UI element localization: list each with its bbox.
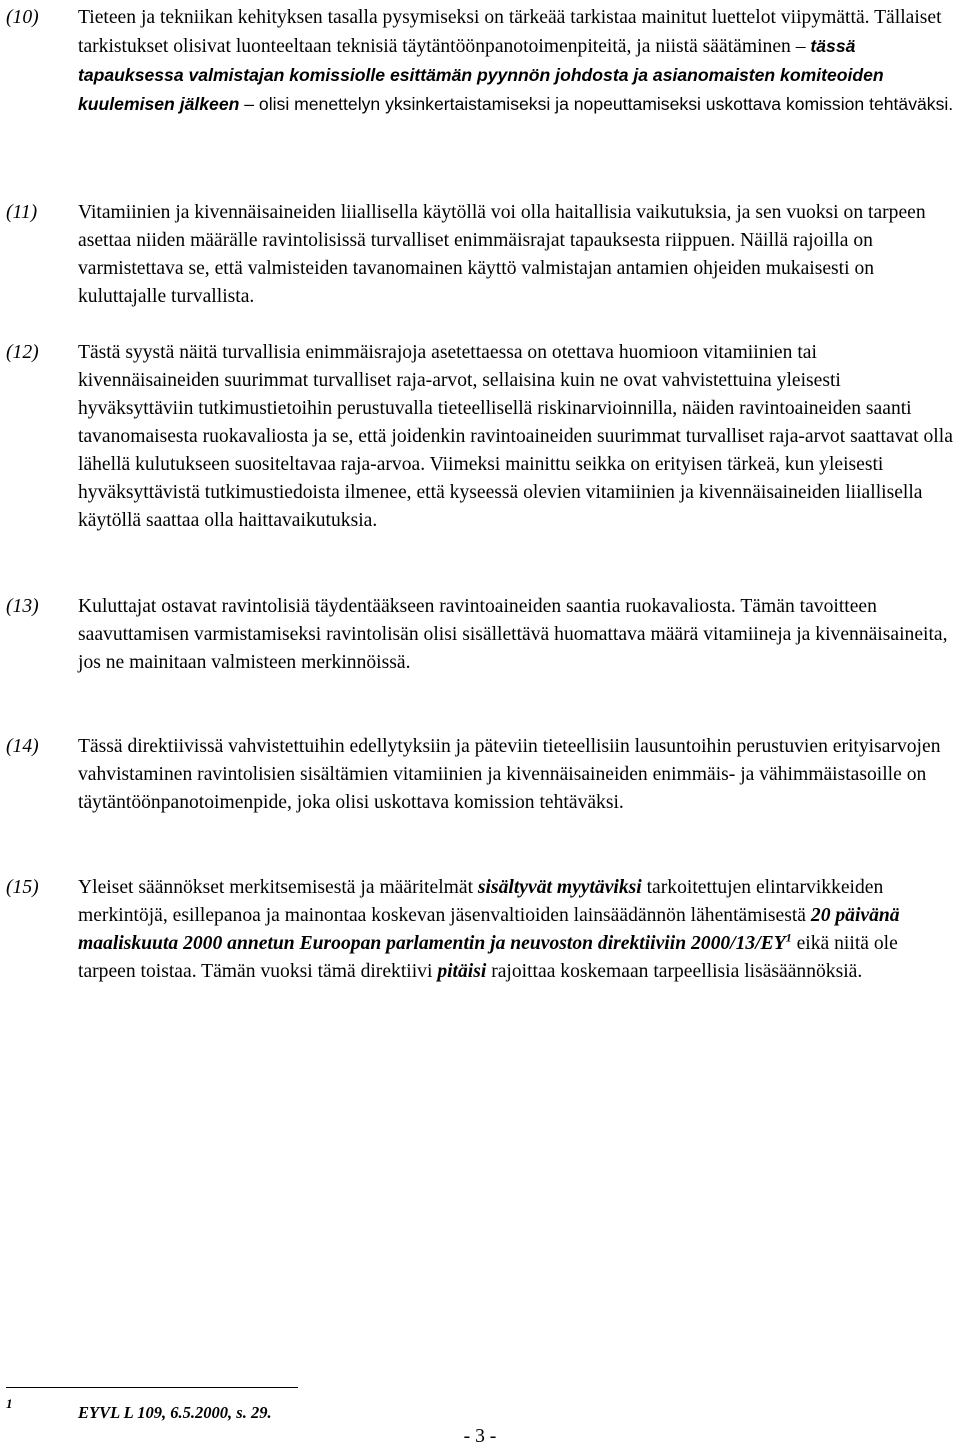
recital-emphasis: 20 päivänä maaliskuuta 2000 annetun Euroopan parlamentin ja neuvoston direktiiviin 2000/13/EY	[78, 905, 900, 954]
recital-text: Kuluttajat ostavat ravintolisiä täydentääkseen ravintoaineiden saantia ruokavaliosta. Tämän tavoitteen saavuttamisen varmistamiseksi ravintolisän olisi sisällettävä huomattava määrä vitamiineja ja kivennäisaineita, jos ne mainitaan valmisteen merkinnöissä.	[78, 596, 948, 673]
recital-text-part: Tieteen ja tekniikan kehityksen tasalla pysymiseksi on tärkeää tarkistaa mainitut luettelot viipymättä. Tällaiset tarkistukset olisivat luonteeltaan teknisiä täytäntöönpanotoimenpiteitä, ja niistä säätäminen –	[78, 7, 942, 57]
recital-text: Tässä direktiivissä vahvistettuihin edellytyksiin ja päteviin tieteellisiin lausuntoihin perustuvien erityisarvojen vahvistaminen ravintolisien sisältämien vitamiinien ja kivennäisaineiden enimmäis- ja vähimmäistasoille on täytäntöönpanotoimenpide, joka olisi uskottava komission tehtäväksi.	[78, 736, 941, 813]
recital-15	[0, 874, 960, 986]
recital-10	[0, 4, 960, 119]
recital-text-part: tarkoitettujen elintarvikkeiden merkintöjä, esillepanoa ja mainontaa koskevan jäsenvaltioiden lainsäädännön lähentämisestä	[78, 877, 884, 926]
recital-emphasis: sisältyvät myytäviksi	[477, 877, 642, 898]
recital-text-part: Yleiset säännökset merkitsemisestä ja määritelmät	[78, 877, 478, 898]
recital-text: Tästä syystä näitä turvallisia enimmäisrajoja asetettaessa on otettava huomioon vitamiinien tai kivennäisaineiden suurimmat turvalliset raja-arvot, sellaisina kuin ne ovat vahvistettuina yleisesti hyväksyttäviin tutkimustietoihin perustuvalla tieteellisellä riskinarvioinnilla, näiden ravintoaineiden saanti tavanomaisesta ruokavaliosta ja se, että joidenkin ravintoaineiden suurimmat turvalliset raja-arvot saattavat olla lähellä kulutukseen suositeltavaa raja-arvoa. Viimeksi mainittu seikka on erityisen tärkeä, kun yleisesti hyväksyttävistä tutkimustiedoista ilmenee, että kyseessä olevien vitamiinien ja kivennäisaineiden liiallisella käytöllä saattaa olla haittavaikutuksia.	[78, 342, 953, 531]
footnote-reference: 1	[785, 930, 792, 945]
footnote-text: EYVL L 109, 6.5.2000, s. 29.	[78, 1403, 272, 1422]
recital-text	[78, 874, 958, 986]
recital-13	[0, 593, 960, 677]
footnote-divider	[6, 1387, 298, 1388]
recital-text: Vitamiinien ja kivennäisaineiden liiallisella käytöllä voi olla haitallisia vaikutuksia, ja sen vuoksi on tarpeen asettaa niiden määrälle ravintolisissä turvalliset enimmäisrajat tapauksesta riippuen. Näillä rajoilla on varmistettava se, että valmisteiden tavanomainen käyttö valmistajan antamien ohjeiden mukaisesti on kuluttajalle turvallista.	[78, 202, 926, 307]
recital-text-part: eikä niitä ole tarpeen toistaa. Tämän vuoksi tämä direktiivi	[78, 933, 898, 982]
recital-number: (10)	[6, 7, 39, 28]
recital-text-part: rajoittaa koskemaan tarpeellisia lisäsäännöksiä.	[486, 961, 863, 982]
recital-emphasis: tässä tapauksessa valmistajan komissiolle esittämän pyynnön johdosta ja asianomaisten komiteoiden kuulemisen jälkeen	[78, 36, 884, 114]
page-number: - 3 -	[463, 1426, 497, 1447]
recital-12	[0, 339, 960, 535]
recital-14	[0, 733, 960, 817]
recital-11	[0, 199, 960, 311]
footnote-mark: 1	[6, 1396, 13, 1411]
recital-number: (14)	[6, 736, 39, 757]
recital-number: (12)	[6, 342, 39, 363]
recital-text	[78, 4, 958, 119]
recital-number: (15)	[6, 877, 39, 898]
recital-text-part: – olisi menettelyn yksinkertaistamiseksi ja nopeuttamiseksi uskottava komission tehtäväksi.	[239, 94, 954, 114]
recital-emphasis: pitäisi	[437, 961, 487, 982]
recital-number: (11)	[6, 202, 38, 223]
recital-number: (13)	[6, 596, 39, 617]
